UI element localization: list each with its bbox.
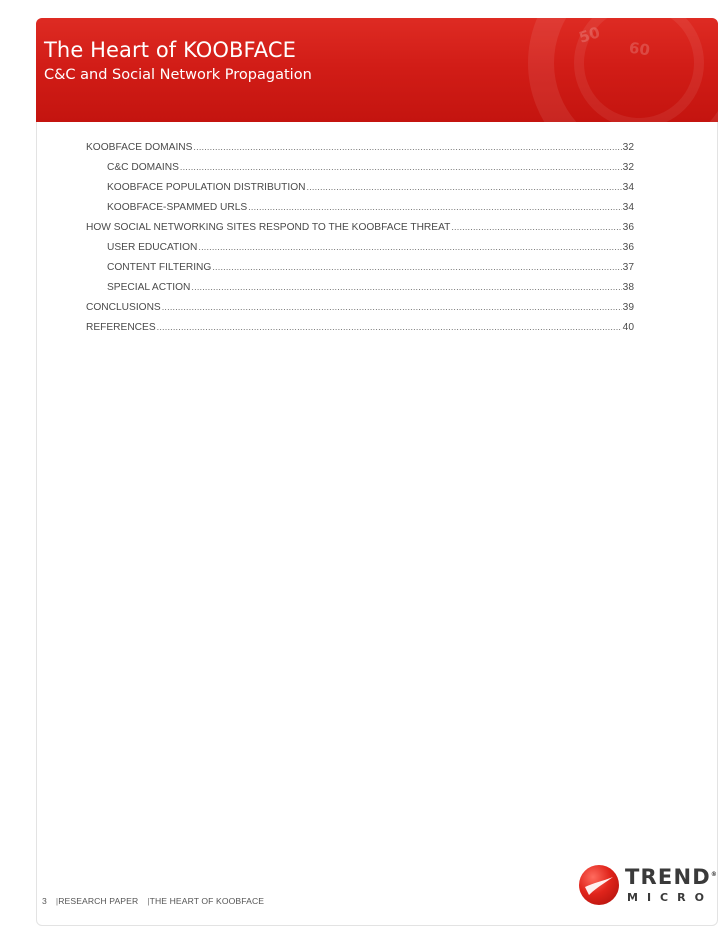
toc-entry-label: KOOBFACE DOMAINS: [86, 142, 193, 153]
toc-entry[interactable]: [86, 240, 634, 260]
toc-entry-label: CONTENT FILTERING: [107, 262, 212, 273]
toc-entry-label: KOOBFACE POPULATION DISTRIBUTION: [107, 182, 306, 193]
toc-leader-dots: [162, 300, 622, 314]
footer-page-number: 3: [42, 896, 47, 906]
trend-micro-logo: [579, 863, 717, 911]
toc-leader-dots: [248, 200, 621, 214]
toc-entry-label: CONCLUSIONS: [86, 302, 161, 313]
toc-entry-label: USER EDUCATION: [107, 242, 198, 253]
toc-leader-dots: [198, 240, 621, 254]
dial-number: 60: [627, 38, 652, 60]
toc-entry-label: HOW SOCIAL NETWORKING SITES RESPOND TO THE KOOBFACE THREAT: [86, 222, 451, 233]
toc-entry[interactable]: [86, 200, 634, 220]
toc-entry-page: 37: [622, 262, 634, 273]
toc-entry[interactable]: [86, 180, 634, 200]
toc-leader-dots: [212, 260, 621, 274]
toc-entry-page: 34: [622, 202, 634, 213]
toc-entry-label: KOOBFACE-SPAMMED URLS: [107, 202, 248, 213]
toc-leader-dots: [451, 220, 621, 234]
footer-separator: |: [55, 896, 59, 906]
toc-leader-dots: [193, 140, 621, 154]
dial-number: 50: [576, 23, 603, 47]
toc-entry[interactable]: [86, 160, 634, 180]
toc-leader-dots: [191, 280, 621, 294]
toc-entry-label: C&C DOMAINS: [107, 162, 179, 173]
toc-entry-page: 38: [622, 282, 634, 293]
toc-entry-page: 36: [622, 242, 634, 253]
toc-entry-page: 36: [622, 222, 634, 233]
toc-entry-page: 32: [622, 142, 634, 153]
table-of-contents: [86, 140, 634, 340]
toc-entry-page: 40: [622, 322, 634, 333]
toc-entry-label: SPECIAL ACTION: [107, 282, 191, 293]
page-footer: [42, 896, 264, 906]
logo-word-trend: TREND®: [625, 865, 717, 889]
footer-separator: |: [147, 896, 150, 906]
toc-leader-dots: [157, 320, 622, 334]
document-title: The Heart of KOOBFACE: [44, 38, 297, 62]
toc-entry-page: 32: [622, 162, 634, 173]
toc-leader-dots: [307, 180, 622, 194]
toc-entry[interactable]: [86, 260, 634, 280]
toc-entry-label: REFERENCES: [86, 322, 156, 333]
header-banner: [36, 18, 718, 122]
toc-entry[interactable]: [86, 140, 634, 160]
swoosh-icon: [579, 865, 619, 905]
toc-entry[interactable]: [86, 220, 634, 240]
document-subtitle: C&C and Social Network Propagation: [44, 67, 312, 83]
toc-entry[interactable]: [86, 320, 634, 340]
toc-entry[interactable]: [86, 280, 634, 300]
footer-doc-type: RESEARCH PAPER: [58, 896, 139, 906]
logo-word-micro: MICRO: [627, 891, 713, 904]
toc-entry-page: 39: [622, 302, 634, 313]
toc-entry-page: 34: [622, 182, 634, 193]
trend-micro-ball-icon: [579, 865, 619, 905]
toc-entry[interactable]: [86, 300, 634, 320]
footer-doc-title: THE HEART OF KOOBFACE: [149, 896, 265, 906]
toc-leader-dots: [180, 160, 622, 174]
